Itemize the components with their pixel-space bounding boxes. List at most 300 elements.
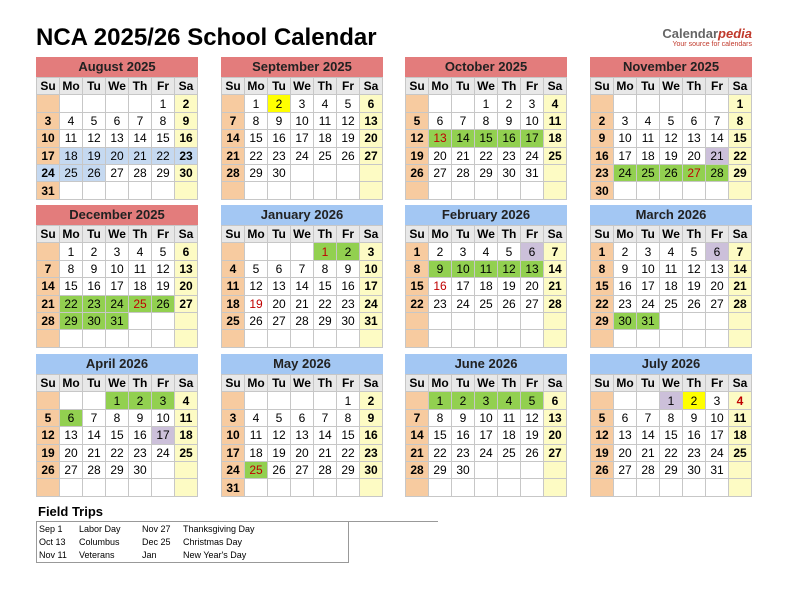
day-cell: 18 — [60, 147, 83, 164]
empty-cell — [729, 182, 752, 199]
empty-cell — [360, 330, 383, 347]
day-cell: 20 — [291, 444, 314, 461]
day-cell: 25 — [729, 444, 752, 461]
empty-cell — [222, 95, 245, 112]
weekday-header: Th — [129, 78, 152, 95]
weekday-header: Su — [37, 375, 60, 392]
day-cell: 30 — [360, 461, 383, 478]
day-cell: 20 — [614, 444, 637, 461]
day-cell: 20 — [544, 427, 567, 444]
day-cell: 21 — [83, 444, 106, 461]
day-cell: 29 — [591, 312, 614, 329]
month-title: December 2025 — [36, 205, 198, 225]
empty-cell — [37, 330, 60, 347]
month-title: September 2025 — [221, 57, 383, 77]
day-cell: 26 — [591, 461, 614, 478]
day-cell: 10 — [106, 260, 129, 277]
empty-cell — [614, 95, 637, 112]
weekday-header: Sa — [360, 226, 383, 243]
day-cell: 21 — [314, 444, 337, 461]
day-cell: 24 — [106, 295, 129, 312]
day-cell: 26 — [498, 295, 521, 312]
weekday-header: Th — [683, 78, 706, 95]
month-title: August 2025 — [36, 57, 198, 77]
day-cell: 14 — [314, 427, 337, 444]
day-cell: 11 — [544, 112, 567, 129]
day-cell: 21 — [637, 444, 660, 461]
day-cell: 28 — [452, 164, 475, 181]
day-cell: 20 — [521, 278, 544, 295]
day-cell: 23 — [683, 444, 706, 461]
day-cell: 8 — [406, 260, 429, 277]
trip-name: Veterans — [79, 550, 115, 560]
empty-cell — [498, 312, 521, 329]
day-cell: 9 — [83, 260, 106, 277]
day-cell: 29 — [729, 164, 752, 181]
day-cell: 24 — [360, 295, 383, 312]
day-cell: 14 — [222, 130, 245, 147]
empty-cell — [544, 461, 567, 478]
day-cell: 5 — [591, 409, 614, 426]
day-cell: 11 — [637, 130, 660, 147]
day-cell: 14 — [37, 278, 60, 295]
day-cell: 12 — [406, 130, 429, 147]
day-cell: 10 — [37, 130, 60, 147]
empty-cell — [660, 479, 683, 496]
day-cell: 16 — [83, 278, 106, 295]
day-cell: 2 — [175, 95, 198, 112]
day-cell: 20 — [360, 130, 383, 147]
empty-cell — [406, 479, 429, 496]
weekday-header: Mo — [245, 78, 268, 95]
empty-cell — [268, 243, 291, 260]
weekday-header: We — [475, 78, 498, 95]
day-cell: 28 — [729, 295, 752, 312]
day-cell: 31 — [360, 312, 383, 329]
empty-cell — [521, 312, 544, 329]
day-cell: 18 — [544, 130, 567, 147]
weekday-header: Tu — [637, 78, 660, 95]
empty-cell — [129, 479, 152, 496]
day-cell: 19 — [660, 147, 683, 164]
day-cell: 24 — [152, 444, 175, 461]
day-cell: 19 — [268, 444, 291, 461]
weekday-header: Sa — [360, 78, 383, 95]
day-cell: 21 — [37, 295, 60, 312]
weekday-header: Su — [591, 226, 614, 243]
weekday-header: Tu — [83, 375, 106, 392]
empty-cell — [406, 330, 429, 347]
day-cell: 12 — [268, 427, 291, 444]
empty-cell — [706, 95, 729, 112]
empty-cell — [175, 312, 198, 329]
day-cell: 15 — [245, 130, 268, 147]
day-cell: 22 — [660, 444, 683, 461]
day-cell: 20 — [268, 295, 291, 312]
month-table — [405, 77, 567, 200]
weekday-header: Fr — [706, 226, 729, 243]
weekday-header: Mo — [429, 226, 452, 243]
empty-cell — [60, 479, 83, 496]
empty-cell — [152, 330, 175, 347]
day-cell: 12 — [83, 130, 106, 147]
day-cell: 16 — [129, 427, 152, 444]
weekday-header: Fr — [152, 375, 175, 392]
trip-name: New Year's Day — [183, 550, 247, 560]
day-cell: 14 — [291, 278, 314, 295]
day-cell: 2 — [360, 392, 383, 409]
day-cell: 9 — [683, 409, 706, 426]
day-cell: 20 — [706, 278, 729, 295]
day-cell: 24 — [291, 147, 314, 164]
day-cell: 13 — [706, 260, 729, 277]
day-cell: 14 — [729, 260, 752, 277]
day-cell: 27 — [268, 312, 291, 329]
weekday-header: Fr — [152, 78, 175, 95]
day-cell: 30 — [175, 164, 198, 181]
empty-cell — [591, 392, 614, 409]
day-cell: 29 — [152, 164, 175, 181]
day-cell: 6 — [60, 409, 83, 426]
day-cell: 25 — [637, 164, 660, 181]
month-block — [405, 205, 567, 348]
day-cell: 12 — [521, 409, 544, 426]
weekday-header: Mo — [245, 226, 268, 243]
weekday-header: Sa — [729, 375, 752, 392]
empty-cell — [175, 479, 198, 496]
day-cell: 4 — [660, 243, 683, 260]
day-cell: 10 — [475, 409, 498, 426]
day-cell: 25 — [222, 312, 245, 329]
weekday-header: Th — [683, 226, 706, 243]
day-cell: 4 — [129, 243, 152, 260]
day-cell: 19 — [498, 278, 521, 295]
weekday-header: Mo — [614, 78, 637, 95]
empty-cell — [337, 479, 360, 496]
day-cell: 31 — [106, 312, 129, 329]
day-cell: 3 — [291, 95, 314, 112]
day-cell: 28 — [406, 461, 429, 478]
empty-cell — [452, 182, 475, 199]
day-cell: 22 — [429, 444, 452, 461]
empty-cell — [683, 330, 706, 347]
empty-cell — [729, 461, 752, 478]
day-cell: 20 — [175, 278, 198, 295]
empty-cell — [637, 392, 660, 409]
day-cell: 13 — [291, 427, 314, 444]
day-cell: 30 — [614, 312, 637, 329]
empty-cell — [291, 182, 314, 199]
day-cell: 6 — [544, 392, 567, 409]
empty-cell — [314, 164, 337, 181]
day-cell: 5 — [683, 243, 706, 260]
month-title: March 2026 — [590, 205, 752, 225]
empty-cell — [706, 330, 729, 347]
empty-cell — [291, 479, 314, 496]
day-cell: 5 — [337, 95, 360, 112]
day-cell: 5 — [37, 409, 60, 426]
day-cell: 20 — [429, 147, 452, 164]
weekday-header: We — [106, 375, 129, 392]
weekday-header: Su — [37, 226, 60, 243]
day-cell: 8 — [106, 409, 129, 426]
empty-cell — [683, 95, 706, 112]
weekday-header: Tu — [83, 78, 106, 95]
empty-cell — [429, 312, 452, 329]
month-table — [36, 77, 198, 200]
weekday-header: Fr — [706, 375, 729, 392]
day-cell: 14 — [83, 427, 106, 444]
weekday-header: Tu — [452, 78, 475, 95]
day-cell: 31 — [706, 461, 729, 478]
day-cell: 21 — [706, 147, 729, 164]
day-cell: 27 — [106, 164, 129, 181]
day-cell: 4 — [175, 392, 198, 409]
day-cell: 15 — [729, 130, 752, 147]
empty-cell — [498, 330, 521, 347]
empty-cell — [521, 330, 544, 347]
day-cell: 13 — [106, 130, 129, 147]
day-cell: 27 — [706, 295, 729, 312]
day-cell: 3 — [614, 112, 637, 129]
empty-cell — [521, 461, 544, 478]
day-cell: 6 — [429, 112, 452, 129]
day-cell: 29 — [475, 164, 498, 181]
weekday-header: Sa — [175, 226, 198, 243]
empty-cell — [291, 392, 314, 409]
weekday-header: Su — [37, 78, 60, 95]
trip-name: Columbus — [79, 537, 120, 547]
empty-cell — [222, 330, 245, 347]
empty-cell — [129, 330, 152, 347]
empty-cell — [498, 182, 521, 199]
empty-cell — [637, 479, 660, 496]
empty-cell — [60, 95, 83, 112]
weekday-header: Su — [406, 226, 429, 243]
trip-date: Jan — [142, 550, 157, 560]
day-cell: 15 — [60, 278, 83, 295]
empty-cell — [706, 479, 729, 496]
day-cell: 5 — [498, 243, 521, 260]
day-cell: 2 — [452, 392, 475, 409]
day-cell: 8 — [60, 260, 83, 277]
day-cell: 22 — [245, 147, 268, 164]
month-block — [590, 57, 752, 200]
day-cell: 23 — [83, 295, 106, 312]
day-cell: 26 — [37, 461, 60, 478]
day-cell: 23 — [175, 147, 198, 164]
month-table — [221, 374, 383, 497]
day-cell: 18 — [245, 444, 268, 461]
day-cell: 22 — [591, 295, 614, 312]
day-cell: 9 — [614, 260, 637, 277]
weekday-header: Tu — [452, 375, 475, 392]
day-cell: 4 — [60, 112, 83, 129]
weekday-header: Sa — [544, 226, 567, 243]
day-cell: 28 — [314, 461, 337, 478]
day-cell: 17 — [291, 130, 314, 147]
empty-cell — [637, 95, 660, 112]
day-cell: 6 — [706, 243, 729, 260]
month-title: April 2026 — [36, 354, 198, 374]
day-cell: 26 — [660, 164, 683, 181]
day-cell: 4 — [222, 260, 245, 277]
day-cell: 5 — [245, 260, 268, 277]
day-cell: 7 — [314, 409, 337, 426]
day-cell: 13 — [683, 130, 706, 147]
day-cell: 23 — [337, 295, 360, 312]
empty-cell — [360, 479, 383, 496]
day-cell: 15 — [337, 427, 360, 444]
weekday-header: Tu — [83, 226, 106, 243]
empty-cell — [406, 95, 429, 112]
weekday-header: Su — [406, 78, 429, 95]
empty-cell — [614, 479, 637, 496]
day-cell: 6 — [614, 409, 637, 426]
day-cell: 4 — [544, 95, 567, 112]
month-block — [590, 205, 752, 348]
day-cell: 18 — [129, 278, 152, 295]
day-cell: 19 — [152, 278, 175, 295]
day-cell: 28 — [706, 164, 729, 181]
day-cell: 29 — [60, 312, 83, 329]
weekday-header: Su — [222, 375, 245, 392]
day-cell: 25 — [498, 444, 521, 461]
day-cell: 25 — [544, 147, 567, 164]
day-cell: 14 — [706, 130, 729, 147]
day-cell: 6 — [360, 95, 383, 112]
empty-cell — [637, 330, 660, 347]
weekday-header: Fr — [337, 375, 360, 392]
trip-date: Oct 13 — [39, 537, 66, 547]
month-title: June 2026 — [405, 354, 567, 374]
day-cell: 1 — [314, 243, 337, 260]
empty-cell — [106, 182, 129, 199]
day-cell: 14 — [452, 130, 475, 147]
day-cell: 16 — [452, 427, 475, 444]
day-cell: 26 — [268, 461, 291, 478]
day-cell: 10 — [291, 112, 314, 129]
weekday-header: Th — [498, 78, 521, 95]
weekday-header: Th — [129, 226, 152, 243]
day-cell: 8 — [591, 260, 614, 277]
day-cell: 11 — [660, 260, 683, 277]
day-cell: 24 — [706, 444, 729, 461]
empty-cell — [452, 312, 475, 329]
empty-cell — [706, 182, 729, 199]
day-cell: 9 — [129, 409, 152, 426]
empty-cell — [314, 182, 337, 199]
empty-cell — [637, 182, 660, 199]
empty-cell — [498, 479, 521, 496]
empty-cell — [314, 330, 337, 347]
empty-cell — [83, 392, 106, 409]
empty-cell — [106, 479, 129, 496]
day-cell: 3 — [706, 392, 729, 409]
empty-cell — [83, 330, 106, 347]
weekday-header: We — [660, 375, 683, 392]
day-cell: 1 — [475, 95, 498, 112]
day-cell: 19 — [683, 278, 706, 295]
day-cell: 14 — [129, 130, 152, 147]
day-cell: 29 — [660, 461, 683, 478]
day-cell: 24 — [637, 295, 660, 312]
weekday-header: Su — [222, 226, 245, 243]
day-cell: 15 — [475, 130, 498, 147]
day-cell: 6 — [175, 243, 198, 260]
day-cell: 30 — [129, 461, 152, 478]
day-cell: 12 — [37, 427, 60, 444]
weekday-header: We — [106, 78, 129, 95]
weekday-header: Th — [683, 375, 706, 392]
weekday-header: Fr — [521, 226, 544, 243]
day-cell: 8 — [152, 112, 175, 129]
day-cell: 13 — [429, 130, 452, 147]
empty-cell — [245, 479, 268, 496]
trip-name: Labor Day — [79, 524, 121, 534]
day-cell: 24 — [37, 164, 60, 181]
empty-cell — [521, 182, 544, 199]
weekday-header: Fr — [337, 226, 360, 243]
day-cell: 18 — [314, 130, 337, 147]
day-cell: 11 — [175, 409, 198, 426]
day-cell: 13 — [614, 427, 637, 444]
day-cell: 11 — [129, 260, 152, 277]
day-cell: 24 — [452, 295, 475, 312]
month-block — [36, 205, 198, 348]
day-cell: 18 — [175, 427, 198, 444]
day-cell: 17 — [360, 278, 383, 295]
day-cell: 6 — [291, 409, 314, 426]
day-cell: 10 — [152, 409, 175, 426]
day-cell: 2 — [429, 243, 452, 260]
month-block — [221, 205, 383, 348]
month-title: November 2025 — [590, 57, 752, 77]
day-cell: 28 — [291, 312, 314, 329]
empty-cell — [245, 182, 268, 199]
day-cell: 8 — [337, 409, 360, 426]
day-cell: 27 — [291, 461, 314, 478]
day-cell: 5 — [152, 243, 175, 260]
day-cell: 8 — [314, 260, 337, 277]
day-cell: 26 — [245, 312, 268, 329]
day-cell: 9 — [498, 112, 521, 129]
day-cell: 22 — [475, 147, 498, 164]
day-cell: 16 — [360, 427, 383, 444]
weekday-header: Sa — [175, 78, 198, 95]
trip-name: Christmas Day — [183, 537, 243, 547]
day-cell: 7 — [729, 243, 752, 260]
empty-cell — [314, 479, 337, 496]
day-cell: 1 — [152, 95, 175, 112]
day-cell: 10 — [521, 112, 544, 129]
day-cell: 8 — [660, 409, 683, 426]
empty-cell — [337, 182, 360, 199]
empty-cell — [222, 182, 245, 199]
empty-cell — [291, 330, 314, 347]
day-cell: 24 — [521, 147, 544, 164]
day-cell: 5 — [83, 112, 106, 129]
month-table — [405, 225, 567, 348]
day-cell: 29 — [245, 164, 268, 181]
day-cell: 17 — [452, 278, 475, 295]
day-cell: 17 — [706, 427, 729, 444]
day-cell: 28 — [129, 164, 152, 181]
day-cell: 22 — [106, 444, 129, 461]
weekday-header: We — [291, 226, 314, 243]
day-cell: 4 — [475, 243, 498, 260]
day-cell: 16 — [591, 147, 614, 164]
